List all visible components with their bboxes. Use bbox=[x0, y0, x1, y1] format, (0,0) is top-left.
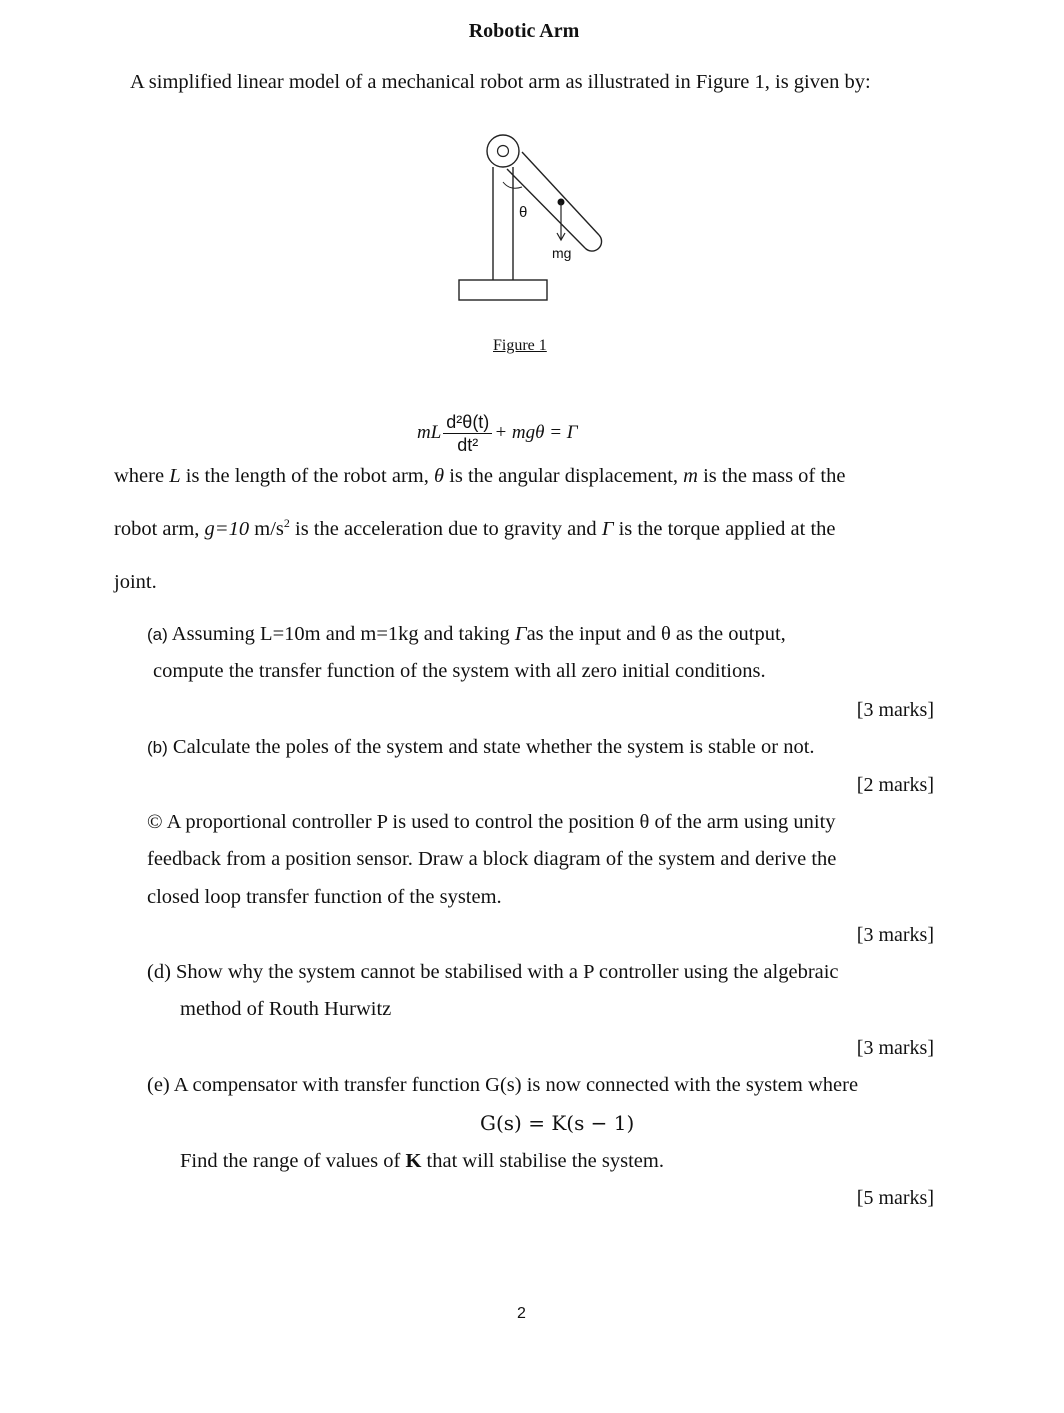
equation-denominator: dt² bbox=[457, 434, 479, 455]
joint-pivot bbox=[487, 135, 519, 167]
question-a-label: (a) bbox=[147, 625, 168, 644]
question-c-marks: [3 marks] bbox=[856, 924, 934, 946]
equation-coef: mL bbox=[417, 422, 442, 443]
question-b-line: (b) Calculate the poles of the system and state whether the system is stable or not. bbox=[147, 736, 815, 758]
question-e-marks: [5 marks] bbox=[856, 1187, 934, 1209]
question-d-line-2: method of Routh Hurwitz bbox=[180, 998, 392, 1020]
question-e-equation: G(s) = K(s − 1) bbox=[480, 1111, 635, 1135]
figure-caption: Figure 1 bbox=[493, 337, 547, 354]
question-e-line-1: (e) A compensator with transfer function G(s) is now connected with the system where bbox=[147, 1074, 859, 1096]
question-d-marks: [3 marks] bbox=[856, 1037, 934, 1059]
question-a-line-2: compute the transfer function of the system with all zero initial conditions. bbox=[153, 660, 766, 682]
question-c-line-3: closed loop transfer function of the system. bbox=[147, 886, 502, 908]
page-title: Robotic Arm bbox=[468, 20, 580, 42]
mg-label: mg bbox=[552, 245, 572, 261]
question-b-label: (b) bbox=[147, 738, 168, 757]
arm-post bbox=[493, 167, 513, 280]
question-a-line-1: (a) Assuming L=10m and m=1kg and taking Γas the input and θ as the output, bbox=[147, 623, 786, 645]
equation-numerator: d²θ(t) bbox=[443, 412, 492, 434]
equation-rest: + mgθ = Γ bbox=[494, 422, 578, 443]
page-number: 2 bbox=[517, 1305, 526, 1322]
where-line-1: where L is the length of the robot arm, θ is the angular displacement, m is the mass of the bbox=[114, 465, 846, 487]
question-d-line-1: (d) Show why the system cannot be stabilised with a P controller using the algebraic bbox=[147, 961, 839, 983]
arm-base bbox=[459, 280, 547, 300]
question-b-marks: [2 marks] bbox=[856, 774, 934, 796]
where-line-3: joint. bbox=[114, 571, 157, 593]
where-line-2: robot arm, g=10 $m/s^2$ is the acceleration due to gravity and Γ is the torque applied at the bbox=[114, 516, 836, 540]
gravity-arrow bbox=[557, 199, 565, 241]
intro-text: A simplified linear model of a mechanical robot arm as illustrated in Figure 1, is given by: bbox=[130, 71, 871, 93]
question-e-line-3: Find the range of values of K that will stabilise the system. bbox=[180, 1150, 664, 1172]
arm-link bbox=[507, 152, 602, 251]
question-a-marks: [3 marks] bbox=[856, 699, 934, 721]
equation-fraction bbox=[443, 412, 492, 455]
question-c-line-2: feedback from a position sensor. Draw a block diagram of the system and derive the bbox=[147, 848, 837, 870]
robot-arm-figure bbox=[440, 125, 630, 310]
theta-label: θ bbox=[519, 204, 528, 221]
equation bbox=[417, 404, 578, 462]
question-c-line-1: © A proportional controller P is used to control the position θ of the arm using unity bbox=[147, 811, 836, 833]
